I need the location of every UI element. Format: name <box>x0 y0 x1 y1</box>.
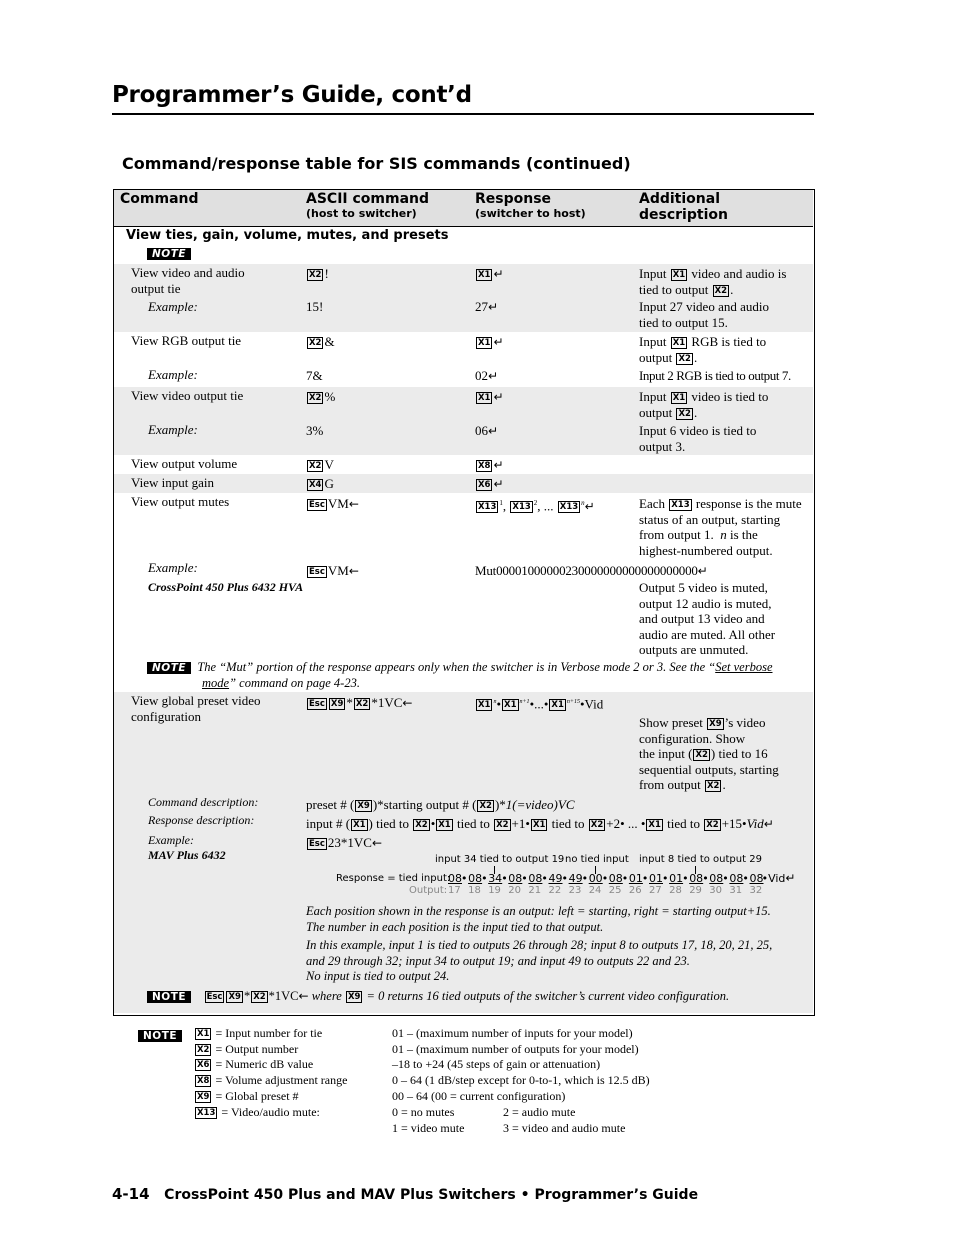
bullet-separator: • <box>702 872 709 885</box>
annotation-input-8: input 8 tied to output 29 <box>639 854 762 865</box>
bullet-separator: • <box>682 872 689 885</box>
legend-item: X13 = Video/audio mute: <box>197 1104 320 1119</box>
response-value: 08 <box>689 872 704 885</box>
legend-range: 01 – (maximum number of inputs for your model) <box>392 1026 633 1040</box>
bullet-separator: • <box>641 872 649 885</box>
row3-desc: Input X1 video is tied to output X2 . <box>639 389 769 420</box>
header-description: description <box>639 207 728 223</box>
response-value: 08 <box>709 872 724 885</box>
row6-example-model: CrossPoint 450 Plus 6432 HVA <box>148 580 304 594</box>
row3-response: X1 ↵ <box>478 390 504 404</box>
output-number: 21 <box>528 885 542 896</box>
bullet-separator: • <box>461 872 468 885</box>
note-badge: NOTE <box>138 1030 182 1042</box>
response-vid: •Vid↵ <box>761 871 796 885</box>
row-band-5 <box>114 474 813 493</box>
footer <box>112 1185 698 1203</box>
command-description: preset # ( X9 )*starting output # ( X2 )*1(=video)VC <box>306 797 575 812</box>
header-response: Response <box>475 191 552 207</box>
set-verbose-link[interactable]: Set verbose <box>715 660 773 674</box>
legend-item: X2 = Output number <box>197 1041 299 1056</box>
output-number: 20 <box>508 885 522 896</box>
output-number: 22 <box>548 885 562 896</box>
verbose-mode-link[interactable]: mode <box>202 676 230 690</box>
response-label: Response = tied input: <box>336 873 451 884</box>
row6-ascii: Esc VM← <box>309 496 359 511</box>
row1-example-label: Example: <box>148 299 198 314</box>
response-description: input # ( X1 ) tied to X2 • X1 tied to X2 +1• X1 tied to X2 +2• ... • X1 tied to X2 +15•Vid↵ <box>306 816 774 831</box>
response-value: 08 <box>468 872 483 885</box>
note-badge: NOTE <box>147 991 191 1003</box>
header-ascii: ASCII command <box>306 191 430 207</box>
row1-desc: Input X1 video and audio is tied to output X2 . <box>639 266 787 297</box>
row6-response: X13 $^1$, X13 $^2$, ... X13 $^n$↵ <box>478 498 595 514</box>
legend-range: 00 – 64 (00 = current configuration) <box>392 1088 566 1103</box>
bullet-separator: • <box>742 872 749 885</box>
response-value: 08 <box>608 872 623 885</box>
note-3: NOTE Esc X9 * X2 *1VC← where X9 = 0 returns 16 tied outputs of the switcher’s current video configuration. <box>147 989 729 1005</box>
row2-desc: Input X1 RGB is tied to output X2 . <box>639 334 767 365</box>
row1-ascii: X2 ! <box>309 266 329 281</box>
bullet-separator: • <box>621 872 629 885</box>
explanation: Each position shown in the response is an output: left = starting, right = starting output+15. The number in each position is the input tied to that output. <box>306 904 771 934</box>
response-value: 00 <box>588 872 603 885</box>
row4-response: X8 ↵ <box>478 458 504 472</box>
output-number: 32 <box>749 885 763 896</box>
row2-example-desc: Input 2 RGB is tied to output 7. <box>639 368 791 383</box>
note-badge: NOTE <box>147 248 191 260</box>
response-value: 49 <box>568 872 583 885</box>
header-ascii-sub: (host to switcher) <box>306 207 417 220</box>
footer-page-number: 4-14 <box>112 1185 150 1203</box>
mute-values-left: 0 = no mutes 1 = video mute <box>392 1105 465 1135</box>
row7-command: View global preset video configuration <box>131 693 261 724</box>
output-label: Output: <box>409 885 448 896</box>
response-value: 01 <box>628 872 643 885</box>
output-number: 29 <box>689 885 702 896</box>
output-number: 25 <box>608 885 622 896</box>
response-value: 49 <box>548 872 563 885</box>
row3-example-desc: Input 6 video is tied to output 3. <box>639 423 757 454</box>
row7-desc: Show preset X9 ’s video configuration. Show the input ( X2 ) tied to 16 sequential outputs, starting from output X2 . <box>639 715 779 793</box>
output-number: 30 <box>709 885 723 896</box>
legend-range: –18 to +24 (45 steps of gain or attenuation) <box>392 1057 601 1072</box>
note-1 <box>147 247 191 263</box>
legend-key: X13 <box>197 1107 216 1118</box>
bullet-separator: • <box>722 872 729 885</box>
row1-example-response: 27↵ <box>475 299 499 314</box>
row3-example-response: 06↵ <box>475 423 499 438</box>
bullet-separator: • <box>481 872 488 885</box>
bullet-separator: • <box>662 872 669 885</box>
row6-desc: Each X13 response is the mute status of an output, starting from output 1. n is the highest-numbered output. <box>639 496 802 558</box>
output-number: 28 <box>669 885 682 896</box>
response-value: 08 <box>508 872 523 885</box>
row2-ascii: X2 & <box>309 334 335 349</box>
header-additional: Additional <box>639 191 720 207</box>
title-rule <box>112 113 814 115</box>
row6-example-desc: Output 5 video is muted, output 12 audio is muted, and output 13 video and audio are muted. All other outputs are unmuted. <box>639 580 776 658</box>
bullet-separator: • <box>581 872 589 885</box>
output-number: 23 <box>568 885 582 896</box>
row1-example-desc: Input 27 video and audio tied to output 15. <box>639 299 769 330</box>
legend-key: X6 <box>197 1060 210 1071</box>
legend-key: X2 <box>197 1044 210 1055</box>
legend-item: X9 = Global preset # <box>197 1088 299 1103</box>
response-description-label: Response description: <box>148 813 255 827</box>
bullet-separator: • <box>501 872 508 885</box>
output-number: 18 <box>468 885 481 896</box>
output-number: 27 <box>649 885 662 896</box>
output-number: 17 <box>448 885 461 896</box>
legend-item: X6 = Numeric dB value <box>197 1057 314 1072</box>
example-label: Example: <box>148 833 194 847</box>
example-ascii: Esc 23*1VC← <box>309 835 383 850</box>
row3-command: View video output tie <box>131 388 244 403</box>
row2-response: X1 ↵ <box>478 335 504 349</box>
bullet-separator: • <box>561 872 568 885</box>
note-badge: NOTE <box>147 662 191 674</box>
legend-item: X8 = Volume adjustment range <box>197 1073 348 1088</box>
response-value: 08 <box>448 872 462 885</box>
row7-ascii: Esc X9 * X2 *1VC← <box>309 695 413 710</box>
row1-command: View video and audio output tie <box>131 265 245 296</box>
row7-response: X1 $^n$• X1 $^{n+1}$•...• X1 $^{n+15}$•Vid <box>478 696 604 712</box>
legend-key: X8 <box>197 1076 210 1087</box>
output-number: 19 <box>488 885 501 896</box>
row5-command: View input gain <box>131 475 214 490</box>
row2-example-response: 02↵ <box>475 368 499 383</box>
annotation-no-tied-input: no tied input <box>565 854 629 865</box>
output-number: 31 <box>729 885 743 896</box>
row6-command: View output mutes <box>131 494 230 509</box>
explanation-example: In this example, input 1 is tied to outputs 26 through 28; input 8 to outputs 17, 18, 20, 21, 25, and 29 through 32; input 34 to output 19; and input 49 to outputs 22 and 23. No input is tied to output 24. <box>306 938 773 984</box>
row5-ascii: X4 G <box>309 476 334 491</box>
note-2-cont: mode” command on page 4-23. <box>202 676 360 690</box>
header-response-sub: (switcher to host) <box>475 207 586 220</box>
row2-example-label: Example: <box>148 367 198 382</box>
command-description-label: Command description: <box>148 795 259 809</box>
row6-example-ascii: Esc VM← <box>309 563 359 578</box>
response-value: 08 <box>528 872 543 885</box>
row3-ascii: X2 % <box>309 389 336 404</box>
legend-key: X1 <box>197 1029 210 1039</box>
row5-response: X6 ↵ <box>478 477 504 491</box>
response-value: 34 <box>488 872 503 885</box>
group-title: View ties, gain, volume, mutes, and presets <box>126 228 449 243</box>
legend-range: 0 – 64 (1 dB/step except for 0-to-1, which is 12.5 dB) <box>392 1073 650 1088</box>
row3-example-ascii: 3% <box>306 423 324 438</box>
legend-note <box>138 1026 182 1044</box>
legend-range: 01 – (maximum number of outputs for your model) <box>392 1041 639 1056</box>
header-command: Command <box>120 191 199 207</box>
output-number: 24 <box>588 885 602 896</box>
response-value: 01 <box>669 872 684 885</box>
row4-command: View output volume <box>131 456 238 471</box>
response-value: 08 <box>729 872 744 885</box>
section-heading: Command/response table for SIS commands (continued) <box>122 154 631 173</box>
row6-example-response: Mut00001000000230000000000000000000↵ <box>475 563 708 578</box>
bullet-separator: • <box>601 872 609 885</box>
row4-ascii: X2 V <box>309 457 334 472</box>
response-value: 08 <box>749 872 764 885</box>
footer-text: CrossPoint 450 Plus and MAV Plus Switchers • Programmer’s Guide <box>164 1187 699 1203</box>
row1-example-ascii: 15! <box>306 299 324 314</box>
page-title: Programmer’s Guide, cont’d <box>112 82 472 108</box>
response-value: 01 <box>649 872 663 885</box>
bullet-separator: • <box>541 872 548 885</box>
mute-values-right: 2 = audio mute 3 = video and audio mute <box>503 1105 626 1135</box>
bullet-separator: • <box>521 872 528 885</box>
row1-response: X1 ↵ <box>478 267 504 281</box>
legend-key: X9 <box>197 1091 210 1102</box>
note-2: NOTE The “Mut” portion of the response appears only when the switcher is in Verbose mode 2 or 3. See the “Set verbose <box>147 660 773 676</box>
row6-example-label: Example: <box>148 560 198 575</box>
row3-example-label: Example: <box>148 422 198 437</box>
annotation-input-34: input 34 tied to output 19 <box>435 854 565 865</box>
row2-command: View RGB output tie <box>131 333 242 348</box>
row2-example-ascii: 7& <box>306 368 323 383</box>
output-number: 26 <box>628 885 642 896</box>
legend-item: X1 = Input number for tie <box>197 1026 323 1040</box>
example-model: MAV Plus 6432 <box>148 848 226 862</box>
